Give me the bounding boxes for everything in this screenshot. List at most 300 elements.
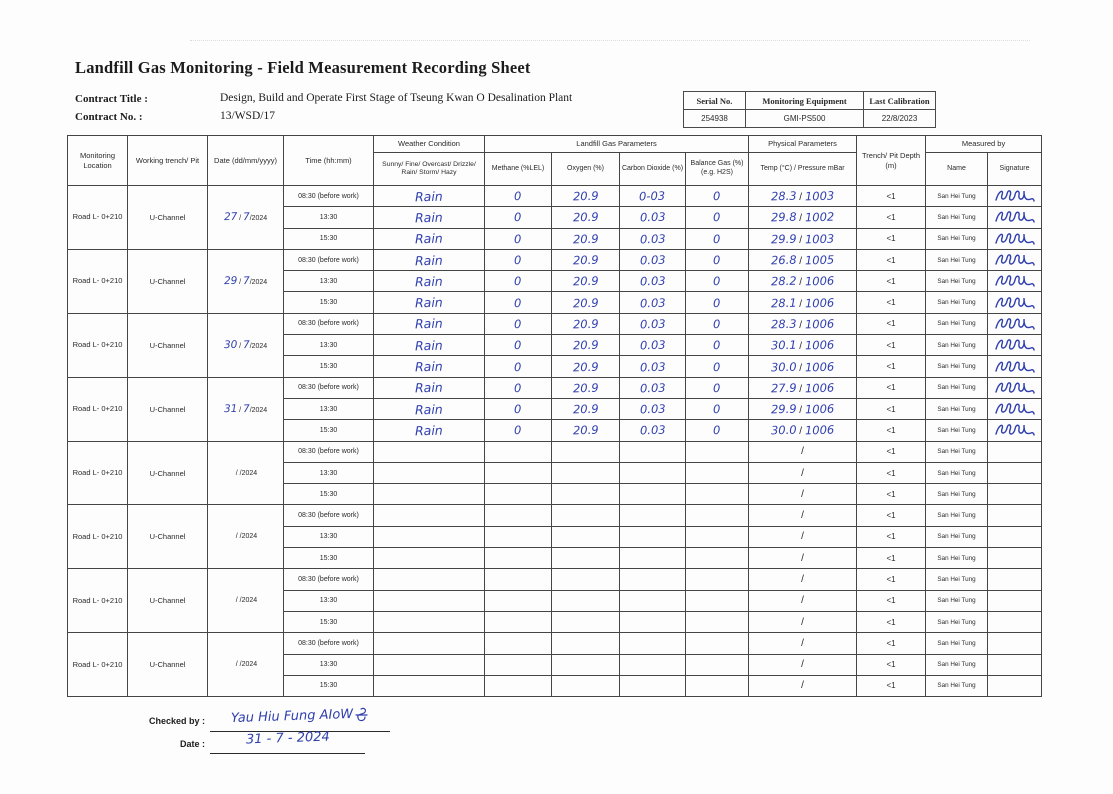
cell-oxygen <box>552 590 620 611</box>
cell-date <box>208 313 284 377</box>
cell-depth: <1 <box>857 271 926 292</box>
cell-measured-by-name: San Hei Tung <box>926 441 988 462</box>
co2-handwritten: 0.03 <box>639 210 666 225</box>
methane-handwritten: 0 <box>514 359 522 374</box>
cell-depth: <1 <box>857 441 926 462</box>
signature-scribble <box>994 401 1036 417</box>
cell-monitoring-location: Road L- 0+210 <box>68 377 128 441</box>
oxygen-handwritten: 20.9 <box>572 252 599 268</box>
cell-oxygen <box>552 356 620 377</box>
cell-measured-by-name: San Hei Tung <box>926 249 988 270</box>
cell-methane <box>485 633 552 654</box>
cell-oxygen <box>552 271 620 292</box>
cell-co2 <box>620 611 686 632</box>
cell-methane <box>485 505 552 526</box>
cell-methane <box>485 356 552 377</box>
cell-signature <box>988 186 1042 207</box>
cell-signature <box>988 548 1042 569</box>
cell-depth: <1 <box>857 335 926 356</box>
cell-time: 13:30 <box>284 271 374 292</box>
cell-date <box>208 633 284 697</box>
cell-methane <box>485 398 552 419</box>
cell-co2 <box>620 633 686 654</box>
date-slash: / <box>233 597 240 605</box>
cell-weather <box>374 654 485 675</box>
cell-temp-pressure <box>749 228 857 249</box>
cell-measured-by-name: San Hei Tung <box>926 228 988 249</box>
cell-weather <box>374 356 485 377</box>
header-name: Name <box>926 153 988 186</box>
cell-measured-by-name: San Hei Tung <box>926 590 988 611</box>
last-calibration-header: Last Calibration <box>864 92 936 110</box>
methane-handwritten: 0 <box>514 252 522 268</box>
cell-time: 08:30 (before work) <box>284 313 374 334</box>
cell-temp-pressure <box>749 313 857 334</box>
cell-co2 <box>620 271 686 292</box>
cell-time: 13:30 <box>284 335 374 356</box>
cell-methane <box>485 675 552 696</box>
cell-weather <box>374 505 485 526</box>
cell-signature <box>988 441 1042 462</box>
cell-weather <box>374 228 485 249</box>
methane-handwritten: 0 <box>514 189 522 204</box>
cell-weather <box>374 462 485 483</box>
weather-handwritten: Rain <box>414 337 444 354</box>
header-signature: Signature <box>988 153 1042 186</box>
cell-depth: <1 <box>857 484 926 505</box>
contract-no-value: 13/WSD/17 <box>220 110 275 122</box>
cell-temp-pressure <box>749 590 857 611</box>
cell-co2 <box>620 249 686 270</box>
cell-measured-by-name: San Hei Tung <box>926 313 988 334</box>
cell-depth: <1 <box>857 228 926 249</box>
cell-signature <box>988 356 1042 377</box>
temp-pressure-slash: / <box>801 510 804 522</box>
cell-balance <box>686 611 749 632</box>
cell-depth: <1 <box>857 611 926 632</box>
cell-methane <box>485 484 552 505</box>
cell-time: 15:30 <box>284 292 374 313</box>
table-row <box>68 569 1042 590</box>
cell-co2 <box>620 441 686 462</box>
temp-handwritten: 28.2 <box>770 273 797 289</box>
cell-temp-pressure <box>749 505 857 526</box>
weather-handwritten: Rain <box>414 422 444 439</box>
weather-handwritten: Rain <box>414 273 444 290</box>
cell-date <box>208 441 284 505</box>
equipment-info-table <box>683 91 936 128</box>
measurement-table <box>67 135 1042 697</box>
cell-depth: <1 <box>857 356 926 377</box>
cell-measured-by-name: San Hei Tung <box>926 484 988 505</box>
cell-measured-by-name: San Hei Tung <box>926 377 988 398</box>
cell-methane <box>485 654 552 675</box>
signature-scribble <box>994 337 1036 353</box>
cell-co2 <box>620 590 686 611</box>
cell-oxygen <box>552 462 620 483</box>
date-year-printed: /2024 <box>249 279 268 287</box>
date-year-printed: /2024 <box>249 343 268 351</box>
cell-depth: <1 <box>857 462 926 483</box>
oxygen-handwritten: 20.9 <box>572 210 599 225</box>
cell-signature <box>988 484 1042 505</box>
header-date: Date (dd/mm/yyyy) <box>208 136 284 186</box>
co2-handwritten: 0-03 <box>639 188 666 204</box>
temp-handwritten: 30.0 <box>770 359 797 374</box>
cell-oxygen <box>552 633 620 654</box>
cell-depth: <1 <box>857 313 926 334</box>
cell-co2 <box>620 228 686 249</box>
checked-date-line <box>210 729 365 754</box>
cell-depth: <1 <box>857 654 926 675</box>
cell-co2 <box>620 484 686 505</box>
cell-time: 13:30 <box>284 590 374 611</box>
methane-handwritten: 0 <box>514 338 522 353</box>
methane-handwritten: 0 <box>514 423 522 438</box>
cell-monitoring-location: Road L- 0+210 <box>68 313 128 377</box>
cell-methane <box>485 249 552 270</box>
cell-measured-by-name: San Hei Tung <box>926 548 988 569</box>
cell-time: 08:30 (before work) <box>284 505 374 526</box>
oxygen-handwritten: 20.9 <box>572 423 599 438</box>
date-slash: / <box>237 343 243 351</box>
cell-depth: <1 <box>857 249 926 270</box>
balance-gas-handwritten: 0 <box>713 338 721 353</box>
pressure-handwritten: 1006 <box>804 359 835 374</box>
co2-handwritten: 0.03 <box>639 359 666 374</box>
weather-handwritten: Rain <box>414 379 444 396</box>
cell-oxygen <box>552 505 620 526</box>
balance-gas-handwritten: 0 <box>713 231 721 246</box>
cell-depth: <1 <box>857 398 926 419</box>
cell-date <box>208 249 284 313</box>
balance-gas-handwritten: 0 <box>713 316 721 332</box>
cell-signature <box>988 292 1042 313</box>
cell-signature <box>988 590 1042 611</box>
temp-pressure-slash: / <box>799 362 803 374</box>
serial-no-value: 254938 <box>684 110 746 128</box>
date-day-handwritten: 27 <box>223 211 238 224</box>
temp-pressure-slash: / <box>799 256 803 268</box>
cell-depth: <1 <box>857 377 926 398</box>
cell-weather <box>374 484 485 505</box>
cell-methane <box>485 313 552 334</box>
cell-measured-by-name: San Hei Tung <box>926 611 988 632</box>
oxygen-handwritten: 20.9 <box>572 295 599 310</box>
cell-working-trench: U-Channel <box>128 377 208 441</box>
weather-handwritten: Rain <box>414 401 444 417</box>
date-year-printed: /2024 <box>239 469 258 477</box>
cell-time: 13:30 <box>284 654 374 675</box>
date-slash: / <box>233 661 240 669</box>
cell-measured-by-name: San Hei Tung <box>926 398 988 419</box>
cell-signature <box>988 505 1042 526</box>
methane-handwritten: 0 <box>514 380 522 395</box>
temp-pressure-slash: / <box>799 234 803 246</box>
header-temp: Temp (°C) / Pressure mBar <box>749 153 857 186</box>
cell-working-trench: U-Channel <box>128 313 208 377</box>
pressure-handwritten: 1006 <box>804 295 835 311</box>
weather-handwritten: Rain <box>414 294 444 311</box>
cell-balance <box>686 335 749 356</box>
cell-balance <box>686 654 749 675</box>
oxygen-handwritten: 20.9 <box>572 337 599 353</box>
date-day-handwritten: 31 <box>223 402 238 416</box>
cell-working-trench: U-Channel <box>128 186 208 250</box>
temp-pressure-slash: / <box>801 595 804 607</box>
cell-weather <box>374 377 485 398</box>
cell-monitoring-location: Road L- 0+210 <box>68 633 128 697</box>
cell-depth: <1 <box>857 675 926 696</box>
cell-balance <box>686 569 749 590</box>
cell-temp-pressure <box>749 611 857 632</box>
weather-handwritten: Rain <box>414 188 444 205</box>
checked-date-label: Date : <box>179 739 205 749</box>
cell-methane <box>485 271 552 292</box>
cell-co2 <box>620 356 686 377</box>
cell-measured-by-name: San Hei Tung <box>926 462 988 483</box>
cell-co2 <box>620 335 686 356</box>
monitoring-equipment-header: Monitoring Equipment <box>746 92 864 110</box>
cell-date <box>208 186 284 250</box>
cell-methane <box>485 420 552 441</box>
cell-weather <box>374 675 485 696</box>
cell-temp-pressure <box>749 462 857 483</box>
cell-measured-by-name: San Hei Tung <box>926 356 988 377</box>
cell-temp-pressure <box>749 377 857 398</box>
cell-weather <box>374 611 485 632</box>
cell-temp-pressure <box>749 526 857 547</box>
date-slash: / <box>233 469 240 477</box>
cell-time: 13:30 <box>284 207 374 228</box>
cell-balance <box>686 484 749 505</box>
cell-time: 08:30 (before work) <box>284 633 374 654</box>
cell-weather <box>374 271 485 292</box>
cell-temp-pressure <box>749 654 857 675</box>
cell-oxygen <box>552 526 620 547</box>
cell-signature <box>988 377 1042 398</box>
cell-time: 15:30 <box>284 548 374 569</box>
date-day-handwritten: 30 <box>223 339 238 352</box>
date-day-handwritten: 29 <box>223 275 238 288</box>
temp-handwritten: 28.3 <box>770 188 797 204</box>
cell-methane <box>485 335 552 356</box>
checked-by-label: Checked by : <box>148 716 205 726</box>
cell-balance <box>686 420 749 441</box>
cell-balance <box>686 228 749 249</box>
cell-signature <box>988 462 1042 483</box>
cell-temp-pressure <box>749 633 857 654</box>
cell-signature <box>988 420 1042 441</box>
temp-handwritten: 30.1 <box>770 337 797 353</box>
temp-pressure-slash: / <box>799 298 803 310</box>
header-physical-group: Physical Parameters <box>749 136 857 153</box>
cell-time: 15:30 <box>284 356 374 377</box>
header-gas-group: Landfill Gas Parameters <box>485 136 749 153</box>
contract-title-value: Design, Build and Operate First Stage of Tseung Kwan O Desalination Plant <box>220 92 573 104</box>
cell-weather <box>374 548 485 569</box>
cell-oxygen <box>552 654 620 675</box>
cell-signature <box>988 654 1042 675</box>
cell-measured-by-name: San Hei Tung <box>926 675 988 696</box>
cell-temp-pressure <box>749 249 857 270</box>
temp-pressure-slash: / <box>801 573 804 585</box>
signature-scribble <box>994 231 1036 247</box>
cell-methane <box>485 526 552 547</box>
co2-handwritten: 0.03 <box>639 380 666 396</box>
pressure-handwritten: 1002 <box>804 210 835 225</box>
cell-measured-by-name: San Hei Tung <box>926 271 988 292</box>
header-co2: Carbon Dioxide (%) <box>620 153 686 186</box>
temp-pressure-slash: / <box>799 192 803 204</box>
signature-scribble <box>994 188 1036 204</box>
cell-temp-pressure <box>749 292 857 313</box>
weather-handwritten: Rain <box>414 358 444 375</box>
oxygen-handwritten: 20.9 <box>572 273 599 289</box>
cell-measured-by-name: San Hei Tung <box>926 569 988 590</box>
date-slash: / <box>237 215 243 223</box>
cell-co2 <box>620 420 686 441</box>
cell-methane <box>485 228 552 249</box>
date-slash: / <box>233 533 240 541</box>
temp-pressure-slash: / <box>801 488 804 500</box>
cell-balance <box>686 207 749 228</box>
monitoring-equipment-value: GMI-PS500 <box>746 110 864 128</box>
cell-time: 15:30 <box>284 484 374 505</box>
co2-handwritten: 0.03 <box>639 273 666 289</box>
balance-gas-handwritten: 0 <box>713 189 721 204</box>
cell-methane <box>485 548 552 569</box>
cell-temp-pressure <box>749 675 857 696</box>
cell-signature <box>988 569 1042 590</box>
checked-date-value: 31 - 7 - 2024 <box>245 729 330 748</box>
cell-oxygen <box>552 569 620 590</box>
page-title: Landfill Gas Monitoring - Field Measurement Recording Sheet <box>75 58 531 77</box>
cell-oxygen <box>552 377 620 398</box>
cell-temp-pressure <box>749 356 857 377</box>
cell-oxygen <box>552 398 620 419</box>
cell-balance <box>686 356 749 377</box>
cell-weather <box>374 569 485 590</box>
cell-monitoring-location: Road L- 0+210 <box>68 505 128 569</box>
cell-time: 08:30 (before work) <box>284 249 374 270</box>
table-row <box>68 249 1042 270</box>
cell-balance <box>686 441 749 462</box>
cell-oxygen <box>552 611 620 632</box>
methane-handwritten: 0 <box>514 210 522 225</box>
cell-depth: <1 <box>857 569 926 590</box>
cell-balance <box>686 398 749 419</box>
weather-handwritten: Rain <box>414 230 444 247</box>
cell-oxygen <box>552 441 620 462</box>
cell-signature <box>988 335 1042 356</box>
cell-temp-pressure <box>749 335 857 356</box>
cell-signature <box>988 633 1042 654</box>
cell-time: 15:30 <box>284 420 374 441</box>
temp-pressure-slash: / <box>801 680 804 692</box>
cell-time: 08:30 (before work) <box>284 569 374 590</box>
cell-weather <box>374 526 485 547</box>
cell-co2 <box>620 675 686 696</box>
cell-working-trench: U-Channel <box>128 633 208 697</box>
cell-depth: <1 <box>857 548 926 569</box>
co2-handwritten: 0.03 <box>639 231 666 247</box>
temp-pressure-slash: / <box>801 637 804 649</box>
cell-signature <box>988 526 1042 547</box>
cell-methane <box>485 441 552 462</box>
cell-co2 <box>620 207 686 228</box>
cell-oxygen <box>552 249 620 270</box>
cell-methane <box>485 377 552 398</box>
cell-weather <box>374 207 485 228</box>
temp-handwritten: 27.9 <box>770 380 797 396</box>
signature-scribble <box>994 359 1036 375</box>
cell-weather <box>374 249 485 270</box>
cell-signature <box>988 313 1042 334</box>
cell-measured-by-name: San Hei Tung <box>926 207 988 228</box>
cell-temp-pressure <box>749 207 857 228</box>
cell-weather <box>374 313 485 334</box>
methane-handwritten: 0 <box>514 316 522 332</box>
cell-balance <box>686 675 749 696</box>
pressure-handwritten: 1003 <box>804 231 835 247</box>
balance-gas-handwritten: 0 <box>713 274 721 289</box>
pressure-handwritten: 1005 <box>804 252 835 268</box>
cell-oxygen <box>552 675 620 696</box>
cell-signature <box>988 675 1042 696</box>
co2-handwritten: 0.03 <box>639 401 666 417</box>
temp-pressure-slash: / <box>801 616 804 628</box>
signature-scribble <box>994 316 1036 332</box>
cell-signature <box>988 611 1042 632</box>
cell-co2 <box>620 462 686 483</box>
pressure-handwritten: 1006 <box>804 316 835 332</box>
temp-pressure-slash: / <box>799 213 803 225</box>
checker-flourish-scribble <box>353 706 369 724</box>
cell-balance <box>686 462 749 483</box>
cell-methane <box>485 569 552 590</box>
header-balance: Balance Gas (%) (e.g. H2S) <box>686 153 749 186</box>
cell-oxygen <box>552 548 620 569</box>
header-monitoring-location: Monitoring Location <box>68 136 128 186</box>
cell-working-trench: U-Channel <box>128 249 208 313</box>
contract-title-label: Contract Title : <box>75 93 148 105</box>
cell-balance <box>686 186 749 207</box>
cell-co2 <box>620 377 686 398</box>
cell-time: 15:30 <box>284 611 374 632</box>
cell-depth: <1 <box>857 207 926 228</box>
cell-methane <box>485 186 552 207</box>
cell-weather <box>374 590 485 611</box>
cell-signature <box>988 207 1042 228</box>
cell-oxygen <box>552 335 620 356</box>
cell-weather <box>374 633 485 654</box>
temp-pressure-slash: / <box>799 277 803 289</box>
table-row <box>68 633 1042 654</box>
signature-scribble <box>994 252 1036 268</box>
checked-by-value: Yau Hiu Fung AIoW <box>230 706 354 727</box>
cell-date <box>208 569 284 633</box>
last-calibration-value: 22/8/2023 <box>864 110 936 128</box>
co2-handwritten: 0.03 <box>639 316 666 332</box>
co2-handwritten: 0.03 <box>639 337 666 353</box>
cell-time: 15:30 <box>284 228 374 249</box>
signature-scribble <box>994 422 1036 438</box>
cell-depth: <1 <box>857 186 926 207</box>
cell-time: 13:30 <box>284 526 374 547</box>
cell-methane <box>485 611 552 632</box>
cell-oxygen <box>552 207 620 228</box>
